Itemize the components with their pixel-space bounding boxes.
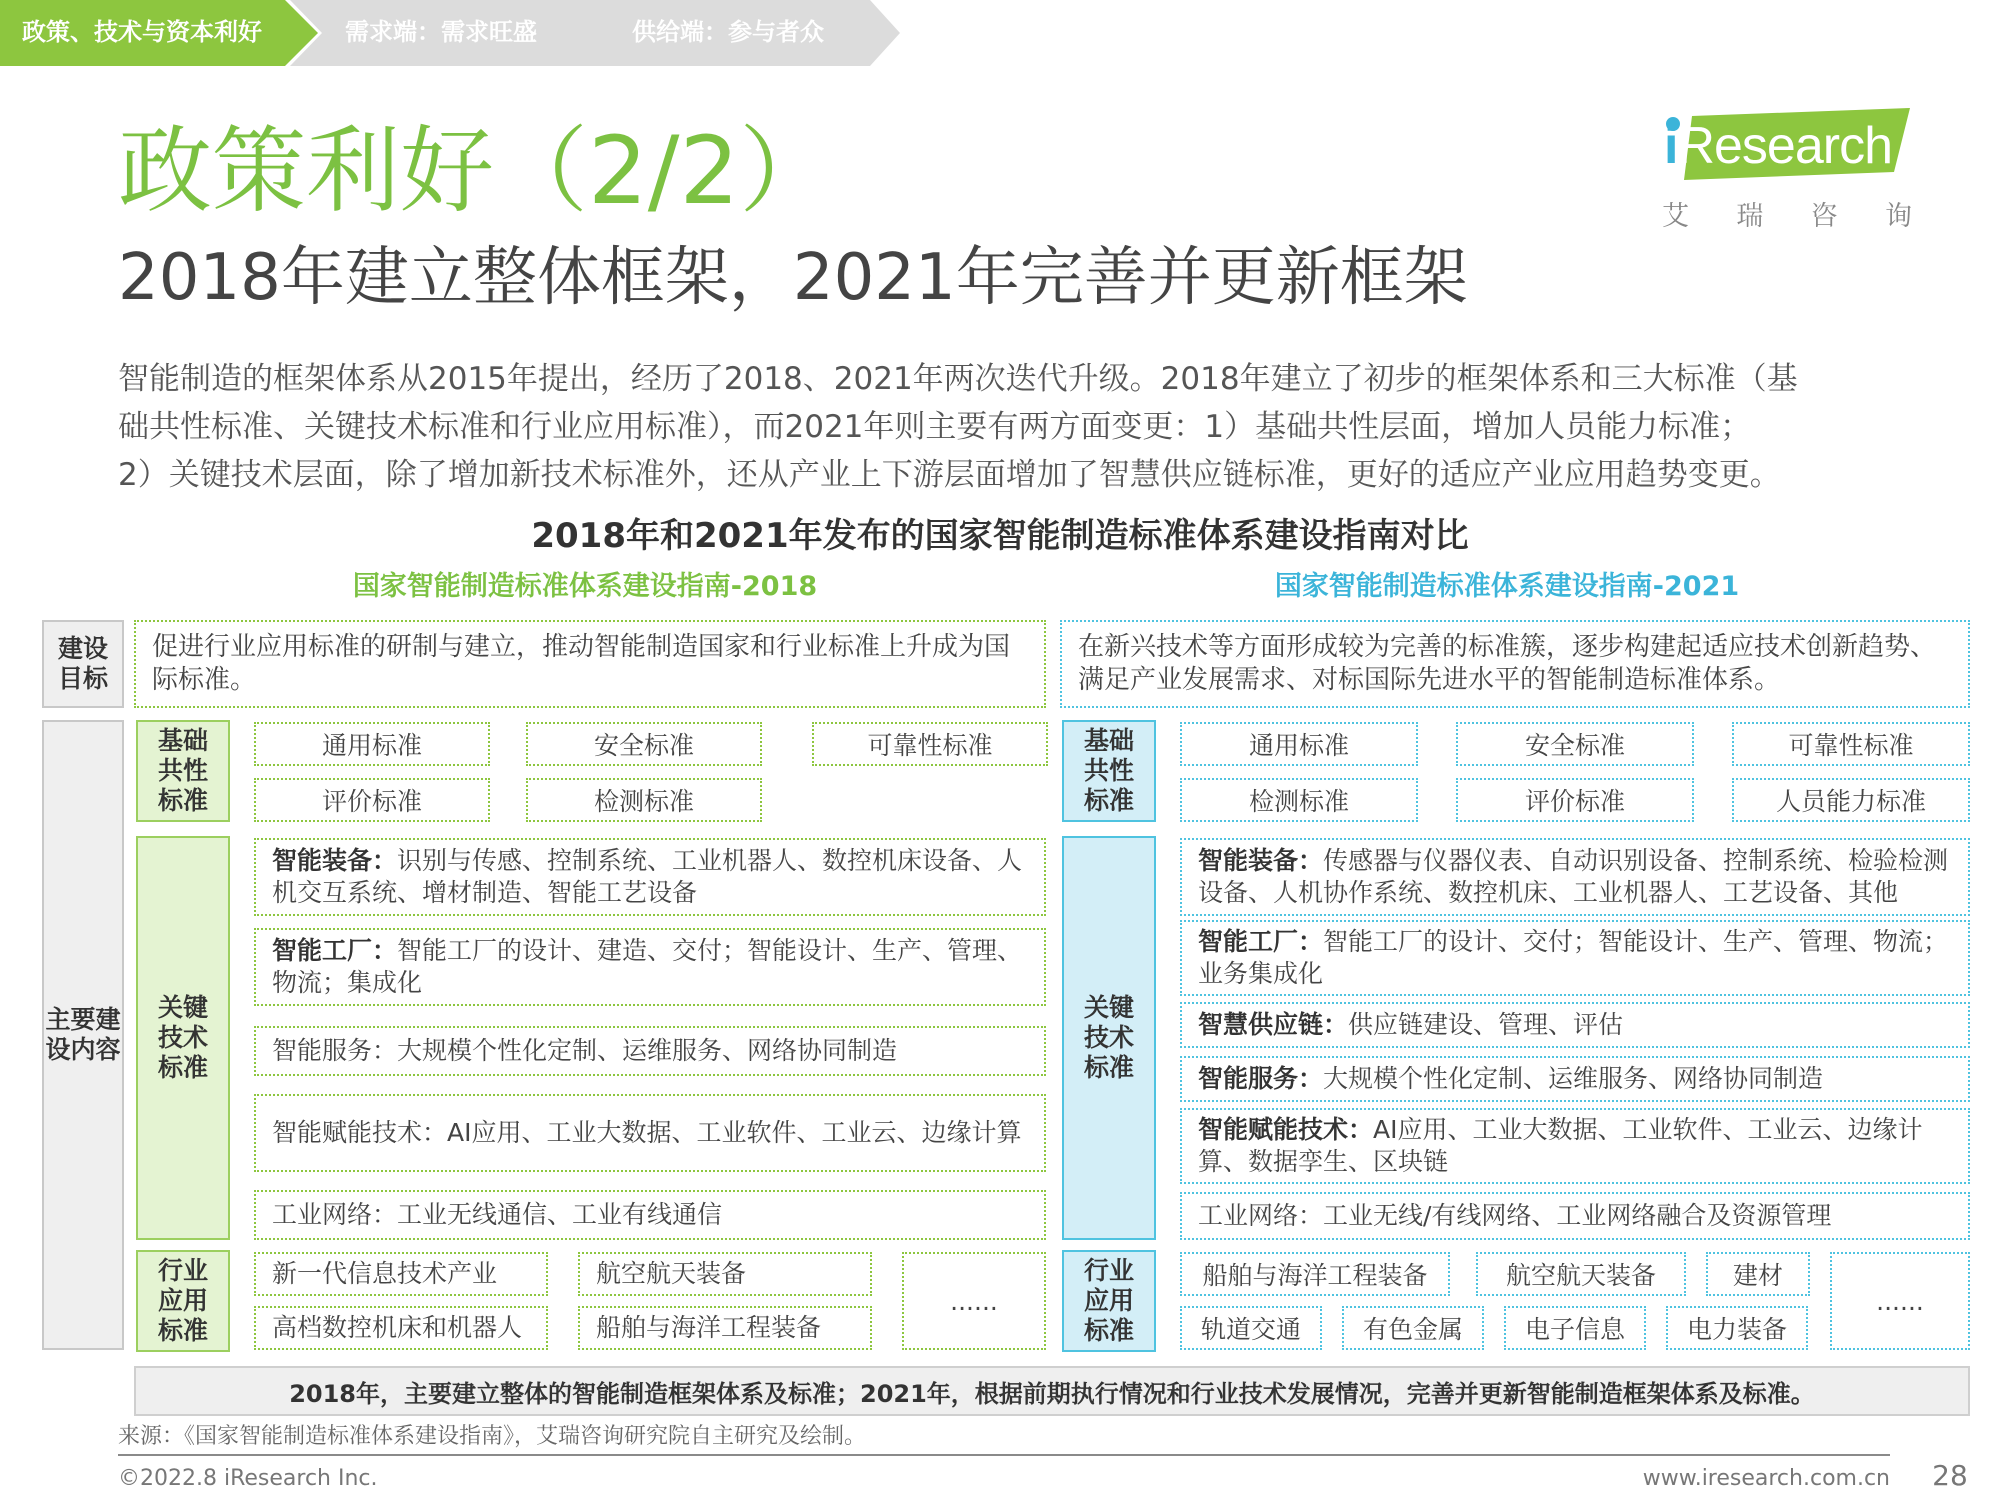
intro-line-1: 智能制造的框架体系从2015年提出，经历了2018、2021年两次迭代升级。2018年建立了初步的框架体系和三大标准（基 xyxy=(118,361,1798,397)
basic-2021-item: 评价标准 xyxy=(1456,778,1694,822)
basic-label-2021: 基础 共性 标准 xyxy=(1062,720,1156,822)
industry-2018-more: ...... xyxy=(902,1252,1046,1350)
key-2018-body: 智能工厂的设计、建造、交付；智能设计、生产、管理、物流；集成化 xyxy=(272,936,1023,997)
basic-2018-item: 通用标准 xyxy=(254,722,490,766)
key-2021-item xyxy=(1180,1002,1970,1048)
goal-2021: 在新兴技术等方面形成较为完善的标准簇，逐步构建起适应技术创新趋势、满足产业发展需求、对标国际先进水平的智能制造标准体系。 xyxy=(1060,620,1970,708)
key-2021-body: 智能工厂的设计、交付；智能设计、生产、管理、物流；业务集成化 xyxy=(1198,927,1949,988)
basic-2021-item: 通用标准 xyxy=(1180,722,1418,766)
intro-line-3: 2）关键技术层面，除了增加新技术标准外，还从产业上下游层面增加了智慧供应链标准，更好的适应产业应用趋势变更。 xyxy=(118,457,1781,493)
copyright: ©2022.8 iResearch Inc. xyxy=(118,1466,378,1491)
industry-2021-item: 电子信息 xyxy=(1504,1306,1646,1350)
key-label-2021: 关键 技术 标准 xyxy=(1062,836,1156,1240)
key-2018-head: 智能装备： xyxy=(272,846,398,875)
key-2021-body: 供应链建设、管理、评估 xyxy=(1348,1010,1624,1039)
logo-brand: Research xyxy=(1677,117,1893,175)
key-2018-body: 识别与传感、控制系统、工业机器人、数控机床设备、人机交互系统、增材制造、智能工艺设备 xyxy=(272,846,1023,907)
diagram-title: 2018年和2021年发布的国家智能制造标准体系建设指南对比 xyxy=(531,516,1469,556)
key-2021-item xyxy=(1180,1108,1970,1184)
industry-2021-item: 船舶与海洋工程装备 xyxy=(1180,1252,1450,1296)
website-url[interactable]: www.iresearch.com.cn xyxy=(1642,1466,1890,1491)
nav-tab-policy[interactable]: 政策、技术与资本利好 xyxy=(22,18,262,46)
industry-2021-item: 有色金属 xyxy=(1342,1306,1484,1350)
goal-2018: 促进行业应用标准的研制与建立，推动智能制造国家和行业标准上升成为国际标准。 xyxy=(134,620,1046,708)
key-2018-body: 智能服务：大规模个性化定制、运维服务、网络协同制造 xyxy=(272,1036,898,1065)
key-2018-body: 工业网络：工业无线通信、工业有线通信 xyxy=(272,1200,723,1229)
page-title: 政策利好（2/2） xyxy=(118,117,834,226)
industry-2021-item: 电力装备 xyxy=(1666,1306,1808,1350)
key-2021-head: 智能装备： xyxy=(1198,846,1324,875)
key-2021-body: 大规模个性化定制、运维服务、网络协同制造 xyxy=(1323,1064,1824,1093)
nav-tab-supply[interactable]: 供给端：参与者众 xyxy=(632,18,824,46)
basic-2018-item: 可靠性标准 xyxy=(812,722,1048,766)
industry-2018-item: 高档数控机床和机器人 xyxy=(254,1306,548,1350)
key-2018-head: 智能工厂： xyxy=(272,936,398,965)
col-2018-title: 国家智能制造标准体系建设指南-2018 xyxy=(352,571,818,602)
iresearch-logo xyxy=(1662,102,1912,232)
intro-paragraph xyxy=(118,355,1958,499)
industry-label-2018: 行业 应用 标准 xyxy=(136,1250,230,1352)
goal-row-label: 建设 目标 xyxy=(42,620,124,708)
logo-i: i xyxy=(1664,117,1678,175)
col-2021-title: 国家智能制造标准体系建设指南-2021 xyxy=(1274,571,1740,602)
key-2018-body: 智能赋能技术：AI应用、工业大数据、工业软件、工业云、边缘计算 xyxy=(272,1118,1022,1147)
industry-2021-item: 建材 xyxy=(1706,1252,1810,1296)
key-2021-head: 智慧供应链： xyxy=(1198,1010,1349,1039)
basic-2018-item: 评价标准 xyxy=(254,778,490,822)
key-2021-body: 工业网络：工业无线/有线网络、工业网络融合及资源管理 xyxy=(1198,1201,1832,1230)
key-2021-item xyxy=(1180,838,1970,916)
key-2021-item xyxy=(1180,920,1970,996)
basic-2021-item: 可靠性标准 xyxy=(1732,722,1970,766)
footer-divider xyxy=(118,1454,1890,1456)
key-2018-item xyxy=(254,1190,1046,1240)
basic-2021-item: 人员能力标准 xyxy=(1732,778,1970,822)
key-2021-body: 传感器与仪器仪表、自动识别设备、控制系统、检验检测设备、人机协作系统、数控机床、工业机器人、工艺设备、其他 xyxy=(1198,846,1949,907)
key-2021-head: 智能服务： xyxy=(1198,1064,1324,1093)
logo-cn-4: 询 xyxy=(1884,201,1912,232)
page-subtitle: 2018年建立整体框架，2021年完善并更新框架 xyxy=(118,241,1468,315)
industry-2021-more: ...... xyxy=(1830,1252,1970,1350)
basic-2018-item: 安全标准 xyxy=(526,722,762,766)
basic-label-2018: 基础 共性 标准 xyxy=(136,720,230,822)
basic-2021-item: 安全标准 xyxy=(1456,722,1694,766)
industry-2021-item: 轨道交通 xyxy=(1180,1306,1322,1350)
source-note: 来源：《国家智能制造标准体系建设指南》，艾瑞咨询研究院自主研究及绘制。 xyxy=(118,1424,867,1449)
key-2021-head: 智能工厂： xyxy=(1198,927,1324,956)
key-2021-head: 智能赋能技术： xyxy=(1198,1115,1374,1144)
key-2018-item xyxy=(254,1026,1046,1076)
logo-cn-1: 艾 xyxy=(1662,201,1689,232)
industry-2018-item: 新一代信息技术产业 xyxy=(254,1252,548,1296)
basic-2021-item: 检测标准 xyxy=(1180,778,1418,822)
basic-2018-item: 检测标准 xyxy=(526,778,762,822)
nav-tab-demand[interactable]: 需求端：需求旺盛 xyxy=(345,18,537,46)
logo-cn-3: 咨 xyxy=(1810,201,1838,232)
industry-2018-item: 船舶与海洋工程装备 xyxy=(578,1306,872,1350)
key-2018-item xyxy=(254,928,1046,1006)
key-2021-body: AI应用、工业大数据、工业软件、工业云、边缘计算、数据孪生、区块链 xyxy=(1198,1115,1923,1176)
key-2018-item xyxy=(254,838,1046,916)
key-2021-item xyxy=(1180,1192,1970,1240)
logo-cn-2: 瑞 xyxy=(1736,201,1764,232)
intro-line-2: 础共性标准、关键技术标准和行业应用标准），而2021年则主要有两方面变更：1）基础共性层面，增加人员能力标准； xyxy=(118,409,1752,445)
main-content-label: 主要建 设内容 xyxy=(42,720,124,1350)
key-2018-item xyxy=(254,1094,1046,1172)
key-label-2018: 关键 技术 标准 xyxy=(136,836,230,1240)
page-number: 28 xyxy=(1932,1459,1968,1492)
industry-label-2021: 行业 应用 标准 xyxy=(1062,1250,1156,1352)
summary-bar: 2018年，主要建立整体的智能制造框架体系及标准；2021年，根据前期执行情况和行业技术发展情况，完善并更新智能制造框架体系及标准。 xyxy=(134,1366,1970,1416)
key-2021-item xyxy=(1180,1056,1970,1102)
industry-2018-item: 航空航天装备 xyxy=(578,1252,872,1296)
industry-2021-item: 航空航天装备 xyxy=(1476,1252,1686,1296)
